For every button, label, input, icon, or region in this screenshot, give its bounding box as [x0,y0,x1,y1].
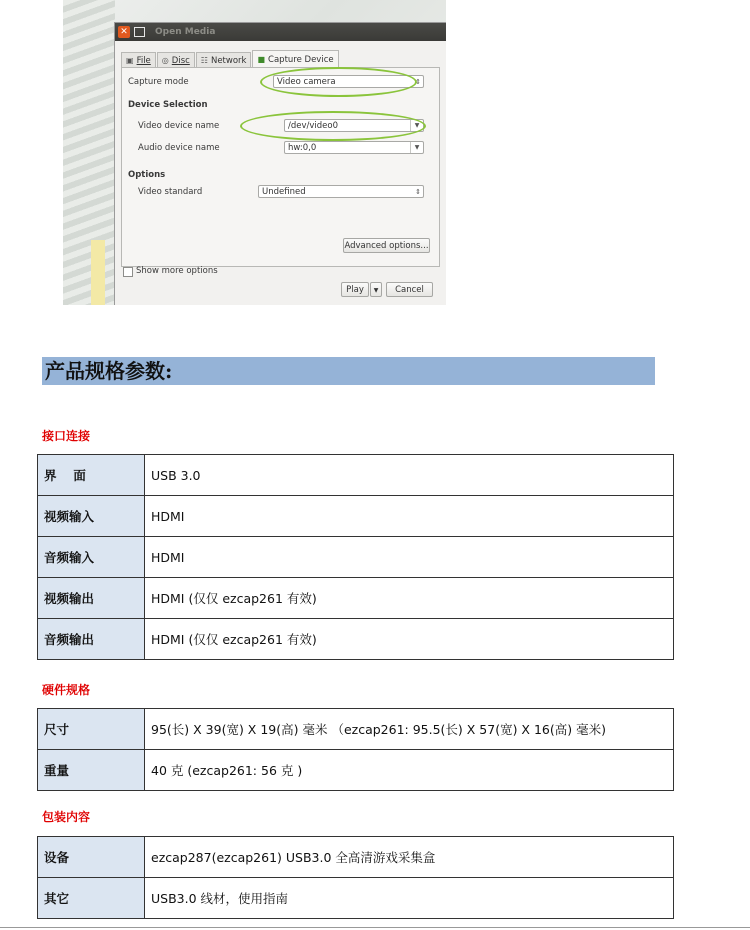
advanced-options-button[interactable]: Advanced options... [343,238,430,253]
spec-key: 视频输入 [38,496,145,537]
tab-disc[interactable] [157,52,195,68]
highlight-ellipse [260,67,417,97]
play-dropdown-button[interactable] [370,282,382,297]
spec-table-interface [37,454,674,660]
table-row [38,619,674,660]
capture-mode-label: Capture mode [128,77,189,87]
spec-value: USB3.0 线材，使用指南 [145,878,674,919]
table-row [38,496,674,537]
background-decoration [91,240,105,305]
table-row [38,709,674,750]
chevron-down-icon: ▼ [410,142,423,153]
spec-value: HDMI (仅仅 ezcap261 有效) [145,619,674,660]
spec-value: 95(长) X 39(宽) X 19(高) 毫米 （ezcap261: 95.5(长) X 57(宽) X 16(高) 毫米) [145,709,674,750]
capture-device-panel [121,67,440,267]
spec-value: ezcap287(ezcap261) USB3.0 全高清游戏采集盒 [145,837,674,878]
screenshot-image [63,0,446,305]
table-row [38,837,674,878]
open-media-dialog [114,22,446,305]
section-heading-package: 包装内容 [42,810,91,824]
spin-arrows-icon: ⇕ [415,78,421,86]
audio-device-select[interactable] [284,141,424,154]
table-row [38,537,674,578]
page-divider [0,927,750,928]
spec-key: 视频输出 [38,578,145,619]
tab-bar [121,50,340,68]
spec-key: 界 面 [38,455,145,496]
spec-value: HDMI (仅仅 ezcap261 有效) [145,578,674,619]
spec-title: 产品规格参数: [42,357,655,385]
close-icon[interactable]: ✕ [118,26,130,38]
spec-value: USB 3.0 [145,455,674,496]
spec-table-package [37,836,674,919]
show-more-options-label: Show more options [136,266,218,276]
options-heading: Options [128,170,166,180]
capture-mode-value: Video camera [277,77,336,87]
video-standard-value: Undefined [262,187,306,197]
play-button[interactable]: Play [341,282,369,297]
spec-key: 重量 [38,750,145,791]
table-row [38,750,674,791]
background-pattern [63,0,115,305]
show-more-options-checkbox[interactable] [123,267,133,277]
spec-key: 音频输出 [38,619,145,660]
cancel-button[interactable]: Cancel [386,282,433,297]
audio-device-label: Audio device name [138,143,220,153]
highlight-ellipse [240,111,426,141]
table-row [38,455,674,496]
table-row [38,578,674,619]
spin-arrows-icon: ⇕ [415,188,421,196]
tab-label: Disc [171,55,190,66]
tab-label: Capture Device [268,54,334,65]
spec-table-hardware [37,708,674,791]
tab-network[interactable] [196,52,252,68]
tab-label: Network [210,55,247,66]
section-heading-hardware: 硬件规格 [42,683,91,697]
tab-label: File [136,55,151,66]
spec-value: HDMI [145,496,674,537]
file-icon: ▣ [126,56,134,65]
chevron-down-icon: ▼ [373,287,379,294]
spec-key: 音频输入 [38,537,145,578]
network-icon: ☷ [200,56,208,65]
video-standard-label: Video standard [138,187,203,197]
title-bar [115,23,446,41]
device-selection-heading: Device Selection [128,100,208,110]
video-device-value: /dev/video0 [288,121,339,131]
table-row [38,878,674,919]
video-device-label: Video device name [138,121,220,131]
video-standard-select[interactable] [258,185,424,198]
capture-device-icon: ■ [257,55,266,64]
spec-value: HDMI [145,537,674,578]
audio-device-value: hw:0,0 [288,143,317,153]
spec-key: 其它 [38,878,145,919]
spec-value: 40 克 (ezcap261: 56 克 ) [145,750,674,791]
tab-capture-device[interactable] [252,50,338,68]
window-title: Open Media [155,27,216,37]
maximize-icon[interactable] [134,27,145,37]
spec-key: 设备 [38,837,145,878]
tab-file[interactable] [121,52,156,68]
section-heading-interface: 接口连接 [42,429,91,443]
chevron-down-icon: ▼ [410,120,423,131]
disc-icon: ◎ [161,56,169,65]
spec-key: 尺寸 [38,709,145,750]
